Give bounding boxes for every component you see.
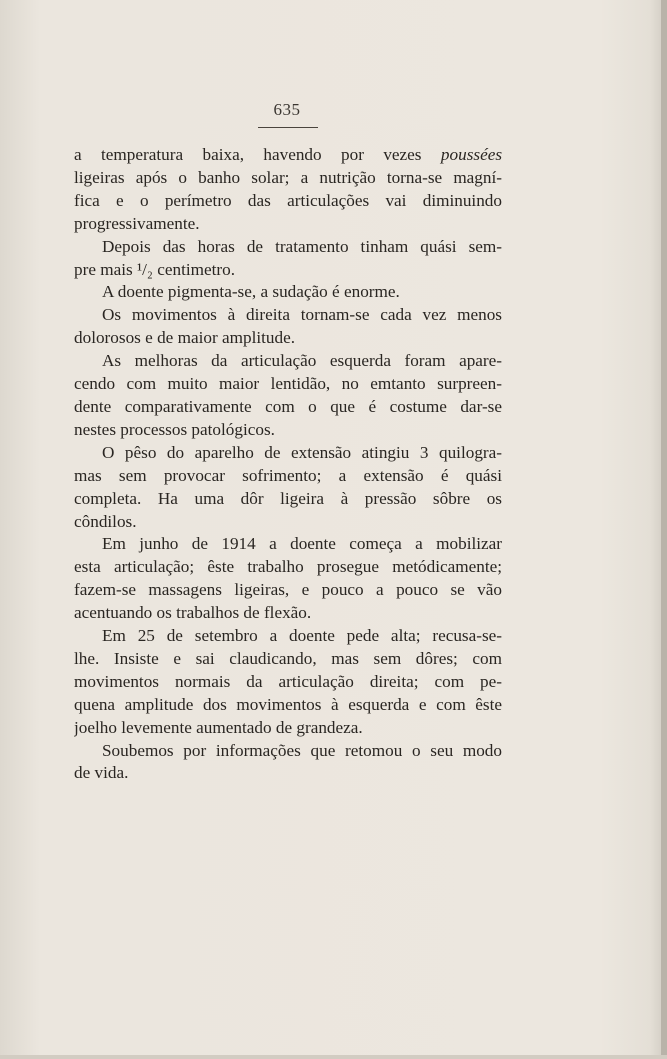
text-line: acentuando os trabalhos de flexão.	[74, 603, 312, 623]
page-number: 635	[273, 100, 301, 119]
paragraph	[74, 144, 502, 236]
text-line: Os movimentos à direita tornam-se cada vez menos	[102, 305, 502, 325]
text-line: movimentos normais da articulação direita; com pe-	[74, 671, 502, 691]
text-line: côndilos.	[74, 511, 137, 531]
text-line: mas sem provocar sofrimento; a extensão é quási	[74, 465, 502, 485]
paragraph	[74, 350, 502, 442]
italic-word: poussées	[440, 145, 502, 164]
text-line: de vida.	[74, 763, 129, 783]
paragraph	[74, 304, 502, 350]
text-line: fica e o perímetro das articulações vai diminuindo	[74, 190, 502, 210]
body-text	[74, 144, 502, 785]
page-edge	[661, 0, 667, 1059]
text-line: pre mais ¹/₂ centimetro.	[74, 259, 236, 279]
text-line: Depois das horas de tratamento tinham quási sem-	[102, 236, 502, 256]
paragraph	[74, 281, 502, 304]
text-line: A doente pigmenta-se, a sudação é enorme.	[102, 282, 400, 302]
text-line: cendo com muito maior lentidão, no emtanto surpreen-	[74, 374, 502, 394]
paragraph	[74, 625, 502, 740]
text-line: Em junho de 1914 a doente começa a mobilizar	[102, 534, 502, 554]
text-line: Em 25 de setembro a doente pede alta; recusa-se-	[102, 626, 502, 646]
page-bottom-edge	[0, 1055, 667, 1059]
text-line: a temperatura baixa, havendo por vezes poussées	[74, 145, 502, 164]
text-line: joelho levemente aumentado de grandeza.	[74, 717, 363, 737]
text-line: completa. Ha uma dôr ligeira à pressão sôbre os	[74, 488, 502, 508]
text-line: dente comparativamente com o que é costume dar-se	[74, 396, 502, 416]
header-rule	[258, 127, 318, 128]
text-line: lhe. Insiste e sai claudicando, mas sem dôres; com	[74, 648, 502, 668]
text-line: ligeiras após o banho solar; a nutrição torna-se magní-	[74, 167, 502, 187]
paragraph	[74, 533, 502, 625]
paragraph	[74, 442, 502, 534]
text-line: quena amplitude dos movimentos à esquerda e com êste	[74, 694, 502, 714]
text-line: Soubemos por informações que retomou o seu modo	[102, 740, 502, 760]
text-line: progressivamente.	[74, 213, 200, 233]
text-line: As melhoras da articulação esquerda foram apare-	[102, 351, 502, 371]
paragraph	[74, 236, 502, 282]
text-line: nestes processos patológicos.	[74, 419, 275, 439]
text-line: esta articulação; êste trabalho prosegue metódicamente;	[74, 557, 502, 577]
text-line: dolorosos e de maior amplitude.	[74, 328, 296, 348]
paragraph	[74, 740, 502, 786]
text-line: fazem-se massagens ligeiras, e pouco a pouco se vão	[74, 580, 502, 600]
text-line: O pêso do aparelho de extensão atingiu 3 quilogra-	[102, 442, 502, 462]
